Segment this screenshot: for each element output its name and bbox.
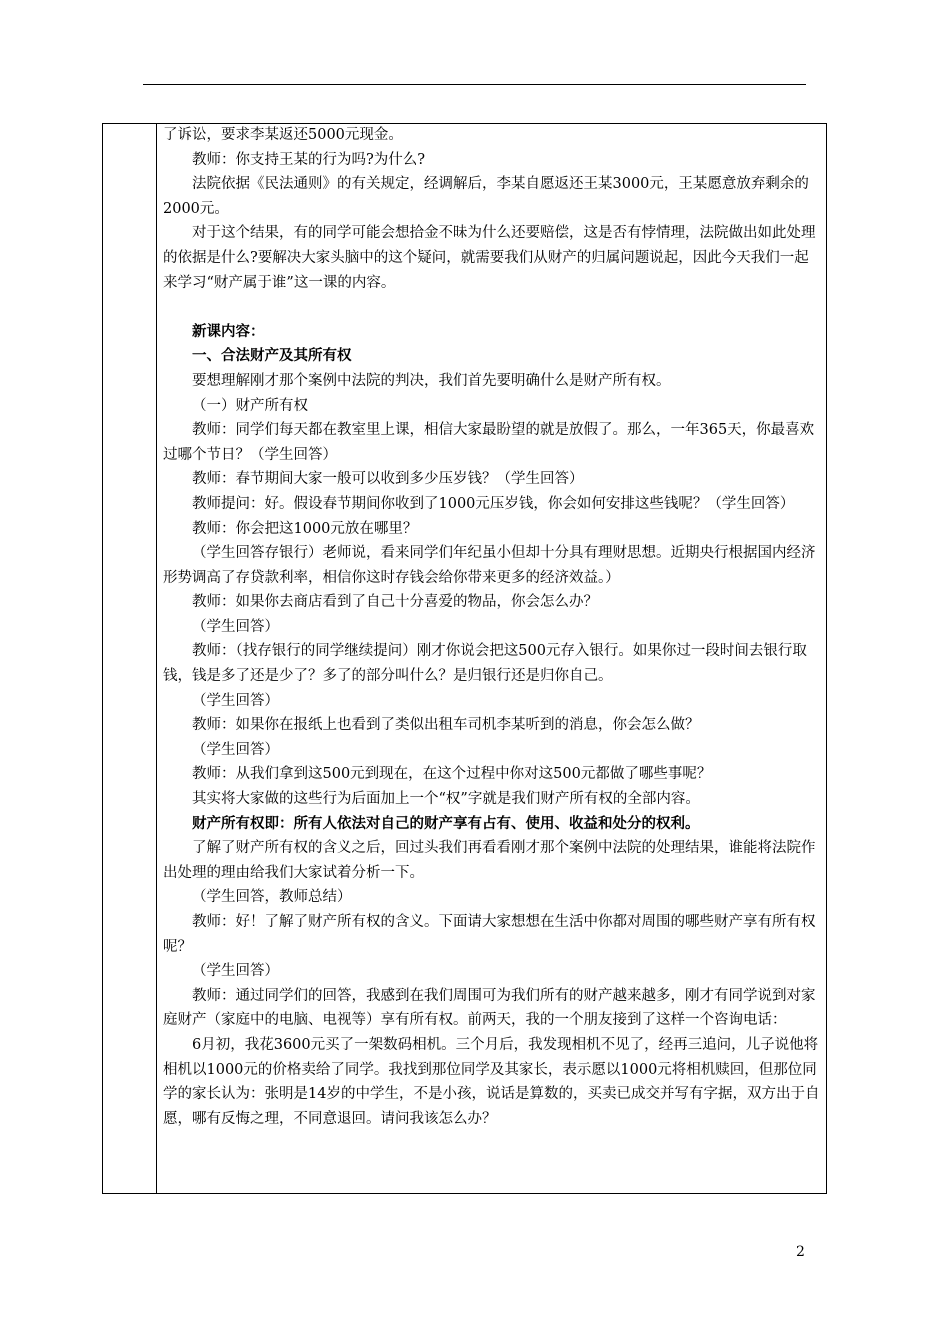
table-column-divider [156,123,157,1194]
paragraph: 教师：春节期间大家一般可以收到多少压岁钱？（学生回答） [192,471,584,488]
lesson-content-cell [163,123,823,1194]
paragraph: （学生回答） [192,963,279,980]
paragraph: 法院依据《民法通则》的有关规定，经调解后，李某自愿返还王某3000元，王某愿意放弃剩余的2000元。 [163,176,809,217]
paragraph: 了诉讼，要求李某返还5000元现金。 [163,127,403,143]
paragraph: 6月初，我花3600元买了一架数码相机。三个月后，我发现相机不见了，经再三追问，儿子说他将相机以1000元的价格卖给了同学。我找到那位同学及其家长，表示愿以1000元将相机赎回，但那位同学的家长认为：张明是14岁的中学生，不是小孩，说话是算数的，买卖已成交并写有字据，双方出于自愿，哪有反悔之理，不同意退回。请问我该怎么办？ [163,1036,820,1127]
paragraph: 教师：从我们拿到这500元到现在，在这个过程中你对这500元都做了哪些事呢？ [192,766,712,783]
paragraph-gap [163,295,823,320]
paragraph: 教师：通过同学们的回答，我感到在我们周围可为我们所有的财产越来越多，刚才有同学说到对家庭财产（家庭中的电脑、电视等）享有所有权。前两天，我的一个朋友接到了这样一个咨询电话： [163,987,816,1029]
paragraph: 教师：你会把这1000元放在哪里？ [192,520,418,537]
paragraph: 教师：如果你在报纸上也看到了类似出租车司机李某听到的消息，你会怎么做？ [192,717,700,734]
paragraph: 教师：同学们每天都在教室里上课，相信大家最盼望的就是放假了。那么，一年365天，你最喜欢过哪个节日？（学生回答） [163,422,815,463]
paragraph: 教师：如果你去商店看到了自己十分喜爱的物品，你会怎么办？ [192,594,598,611]
paragraph: 要想理解刚才那个案例中法院的判决，我们首先要明确什么是财产所有权。 [192,372,671,389]
paragraph: （学生回答） [192,741,279,758]
paragraph: 教师：（找存银行的同学继续提问）刚才你说会把这500元存入银行。如果你过一段时间去银行取钱，钱是多了还是少了？多了的部分叫什么？是归银行还是归你自己。 [163,643,807,685]
paragraph: （一）财产所有权 [192,397,308,414]
section-heading: 新课内容： [192,322,265,340]
paragraph: 其实将大家做的这些行为后面加上一个“权”字就是我们财产所有权的全部内容。 [192,791,700,808]
paragraph: 对于这个结果，有的同学可能会想拾金不昧为什么还要赔偿，这是否有悖情理，法院做出如此处理的依据是什么?要解决大家头脑中的这个疑问，就需要我们从财产的归属问题说起，因此今天我们一起来学习“财产属于谁”这一课的内容。 [163,225,816,291]
paragraph: （学生回答，教师总结） [192,889,352,906]
paragraph: 教师：好！了解了财产所有权的含义。下面请大家想想在生活中你都对周围的哪些财产享有所有权呢？ [163,914,816,955]
paragraph: 教师：你支持王某的行为吗?为什么? [192,151,426,168]
section-heading: 财产所有权即：所有人依法对自己的财产享有占有、使用、收益和处分的权利。 [192,814,700,832]
paragraph: （学生回答存银行）老师说，看来同学们年纪虽小但却十分具有理财思想。近期央行根据国内经济形势调高了存贷款利率，相信你这时存钱会给你带来更多的经济效益。） [163,545,816,586]
paragraph: （学生回答） [192,692,279,709]
page-number: 2 [796,1244,805,1260]
paragraph: （学生回答） [192,618,279,635]
paragraph: 教师提问：好。假设春节期间你收到了1000元压岁钱，你会如何安排这些钱呢？（学生回答） [192,495,795,512]
section-heading: 一、合法财产及其所有权 [192,347,352,365]
paragraph: 了解了财产所有权的含义之后，回过头我们再看看刚才那个案例中法院的处理结果，谁能将法院作出处理的理由给我们大家试着分析一下。 [163,840,816,881]
header-rule [143,84,806,85]
